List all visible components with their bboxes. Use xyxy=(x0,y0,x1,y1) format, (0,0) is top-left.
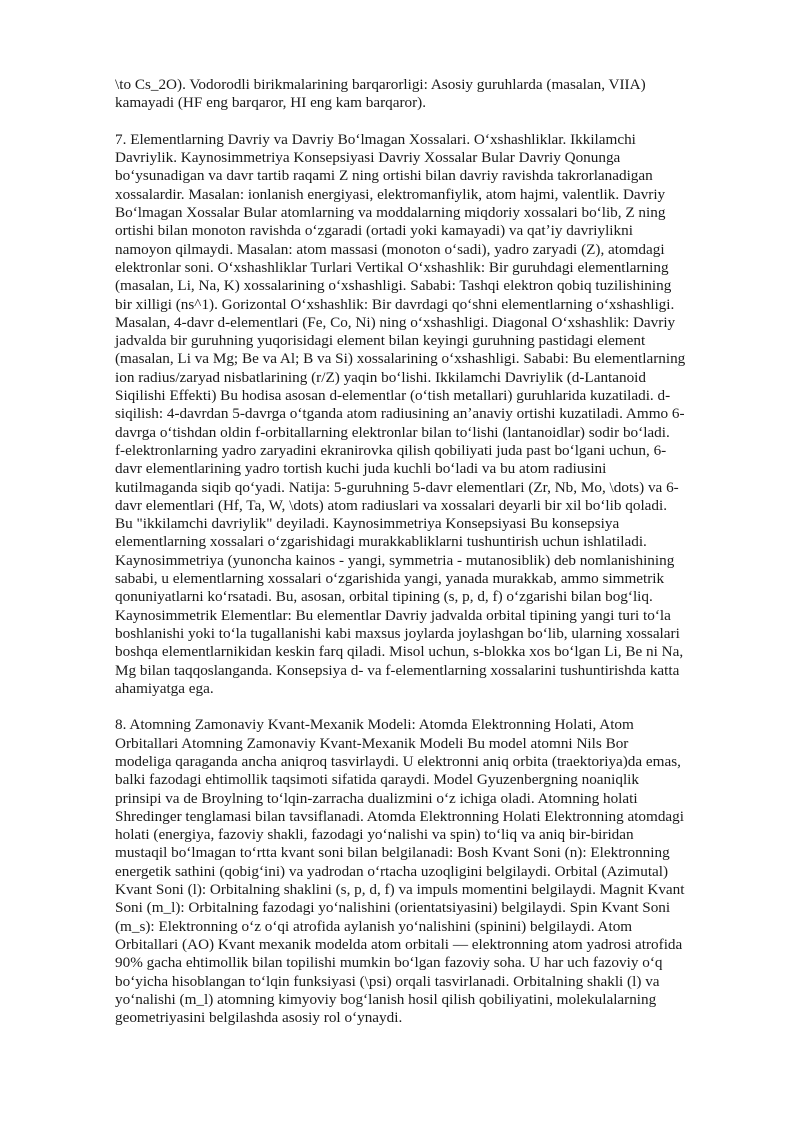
paragraph-section-8: 8. Atomning Zamonaviy Kvant-Mexanik Modeli: Atomda Elektronning Holati, Atom Orbitallari Atomning Zamonaviy Kvant-Mexanik Modeli Bu model atomni Nils Bor modeliga qaraganda ancha aniqroq tasvirlaydi. U elektronni aniq orbita (traektoriya)da emas, balki fazodagi ehtimollik taqsimoti sifatida qaraydi. Model Gyuzenbergning noaniqlik prinsipi va de Broylning toʻlqin-zarracha dualizmini oʻz ichiga oladi. Atomning holati Shredinger tenglamasi bilan tavsiflanadi. Atomda Elektronning Holati Elektronning atomdagi holati (energiya, fazoviy shakli, fazodagi yoʻnalishi va spin) toʻliq va aniq bir-biridan mustaqil boʻlmagan toʻrtta kvant soni bilan belgilanadi: Bosh Kvant Soni (n): Elektronning energetik sathini (qobigʻini) va yadrodan oʻrtacha uzoqligini belgilaydi. Orbital (Azimutal) Kvant Soni (l): Orbitalning shaklini (s, p, d, f) va impuls momentini belgilaydi. Magnit Kvant Soni (m_l): Orbitalning fazodagi yoʻnalishini (orientatsiyasini) belgilaydi. Spin Kvant Soni (m_s): Elektronning oʻz oʻqi atrofida aylanish yoʻnalishini (spinini) belgilaydi. Atom Orbitallari (AO) Kvant mexanik modelda atom orbitali — elektronning atom yadrosi atrofida 90% gacha ehtimollik bilan topilishi mumkin boʻlgan fazoviy soha. U har uch fazoviy oʻq boʻyicha hisoblangan toʻlqin funksiyasi (\psi) orqali tasvirlanadi. Orbitalning shakli (l) va yoʻnalishi (m_l) atomning kimyoviy bogʻlanish hosil qilish qobiliyatini, molekulalarning geometriyasini belgilashda asosiy rol oʻynaydi. xyxy=(115,716,685,1027)
paragraph-gap xyxy=(115,113,687,131)
paragraph-section-7-continued: f-elektronlarning yadro zaryadini ekranirovka qilish qobiliyati juda past boʻlgani uchun, 6-davr elementlarining yadro tortish kuchi juda kuchli boʻladi va bu atom radiusini kutilmaganda siqib qoʻyadi. Natija: 5-guruhning 5-davr elementlari (Zr, Nb, Mo, \dots) va 6-davr elementlari (Hf, Ta, W, \dots) atom radiuslari va xossalari deyarli bir xil boʻlib qoladi. Bu "ikkilamchi davriylik" deyiladi. Kaynosimmetriya Konsepsiyasi Bu konsepsiya elementlarning xossalari oʻzgarishidagi murakkabliklarni tushuntirish uchun ishlatiladi. Kaynosimmetriya (yunoncha kainos - yangi, symmetria - mutanosiblik) deb nomlanishining sababi, u elementlarning xossalari oʻzgarishida yangi, yanada murakkab, ammo simmetrik qonuniyatlarni koʻrsatadi. Bu, asosan, orbital tipining (s, p, d, f) oʻzgarishi bilan bogʻliq. Kaynosimmetrik Elementlar: Bu elementlar Davriy jadvalda orbital tipining yangi turi toʻla boshlanishi yoki toʻla tugallanishi kabi maxsus joylarda joylashgan boʻlib, ularning xossalari boshqa elementlarnikidan keskin farq qiladi. Misol uchun, s-blokka xos boʻlgan Li, Be ni Na, Mg bilan taqqoslanganda. Konsepsiya d- va f-elementlarning xossalarini tushuntirishda katta ahamiyatga ega. xyxy=(115,441,684,697)
paragraph-gap xyxy=(115,698,687,716)
document-page xyxy=(115,76,687,1027)
paragraph-section-7: 7. Elementlarning Davriy va Davriy Boʻlmagan Xossalari. Oʻxshashliklar. Ikkilamchi Davriylik. Kaynosimmetriya Konsepsiyasi Davriy Xossalar Bular Davriy Qonunga boʻysunadigan va davr tartib raqami Z ning ortishi bilan davriy ravishda takrorlanadigan xossalardir. Masalan: ionlanish energiyasi, elektromanfiylik, atom hajmi, valentlik. Davriy Boʻlmagan Xossalar Bular atomlarning va moddalarning miqdoriy xossalari boʻlib, Z ning ortishi bilan monoton ravishda oʻzgaradi (ortadi yoki kamayadi) va qatʼiy davriylikni namoyon qilmaydi. Masalan: atom massasi (monoton oʻsadi), yadro zaryadi (Z), atomdagi elektronlar soni. Oʻxshashliklar Turlari Vertikal Oʻxshashlik: Bir guruhdagi elementlarning (masalan, Li, Na, K) xossalarining oʻxshashligi. Sababi: Tashqi elektron qobiq tuzilishining bir xilligi (ns^1). Gorizontal Oʻxshashlik: Bir davrdagi qoʻshni elementlarning oʻxshashligi. Masalan, 4-davr d-elementlari (Fe, Co, Ni) ning oʻxshashligi. Diagonal Oʻxshashlik: Davriy jadvalda bir guruhning yuqorisidagi element bilan keyingi guruhning pastidagi element (masalan, Li va Mg; Be va Al; B va Si) xossalarining oʻxshashligi. Sababi: Bu elementlarning ion radius/zaryad nisbatlarining (r/Z) yaqin boʻlishi. Ikkilamchi Davriylik (d-Lantanoid Siqilishi Effekti) Bu hodisa asosan d-elementlar (oʻtish metallari) guruhlarida kuzatiladi. d-siqilish: 4-davrdan 5-davrga oʻtganda atom radiusining anʼanaviy ortishi kuzatiladi. Ammo 6-davrga oʻtishdan oldin f-orbitallarning elektronlar bilan toʻlishi (lantanoidlar) sodir boʻladi. xyxy=(115,130,686,441)
paragraph-intro: \to Cs_2O). Vodorodli birikmalarining barqarorligi: Asosiy guruhlarda (masalan, VIIA) kamayadi (HF eng barqaror, HI eng kam barqaror). xyxy=(115,76,646,112)
